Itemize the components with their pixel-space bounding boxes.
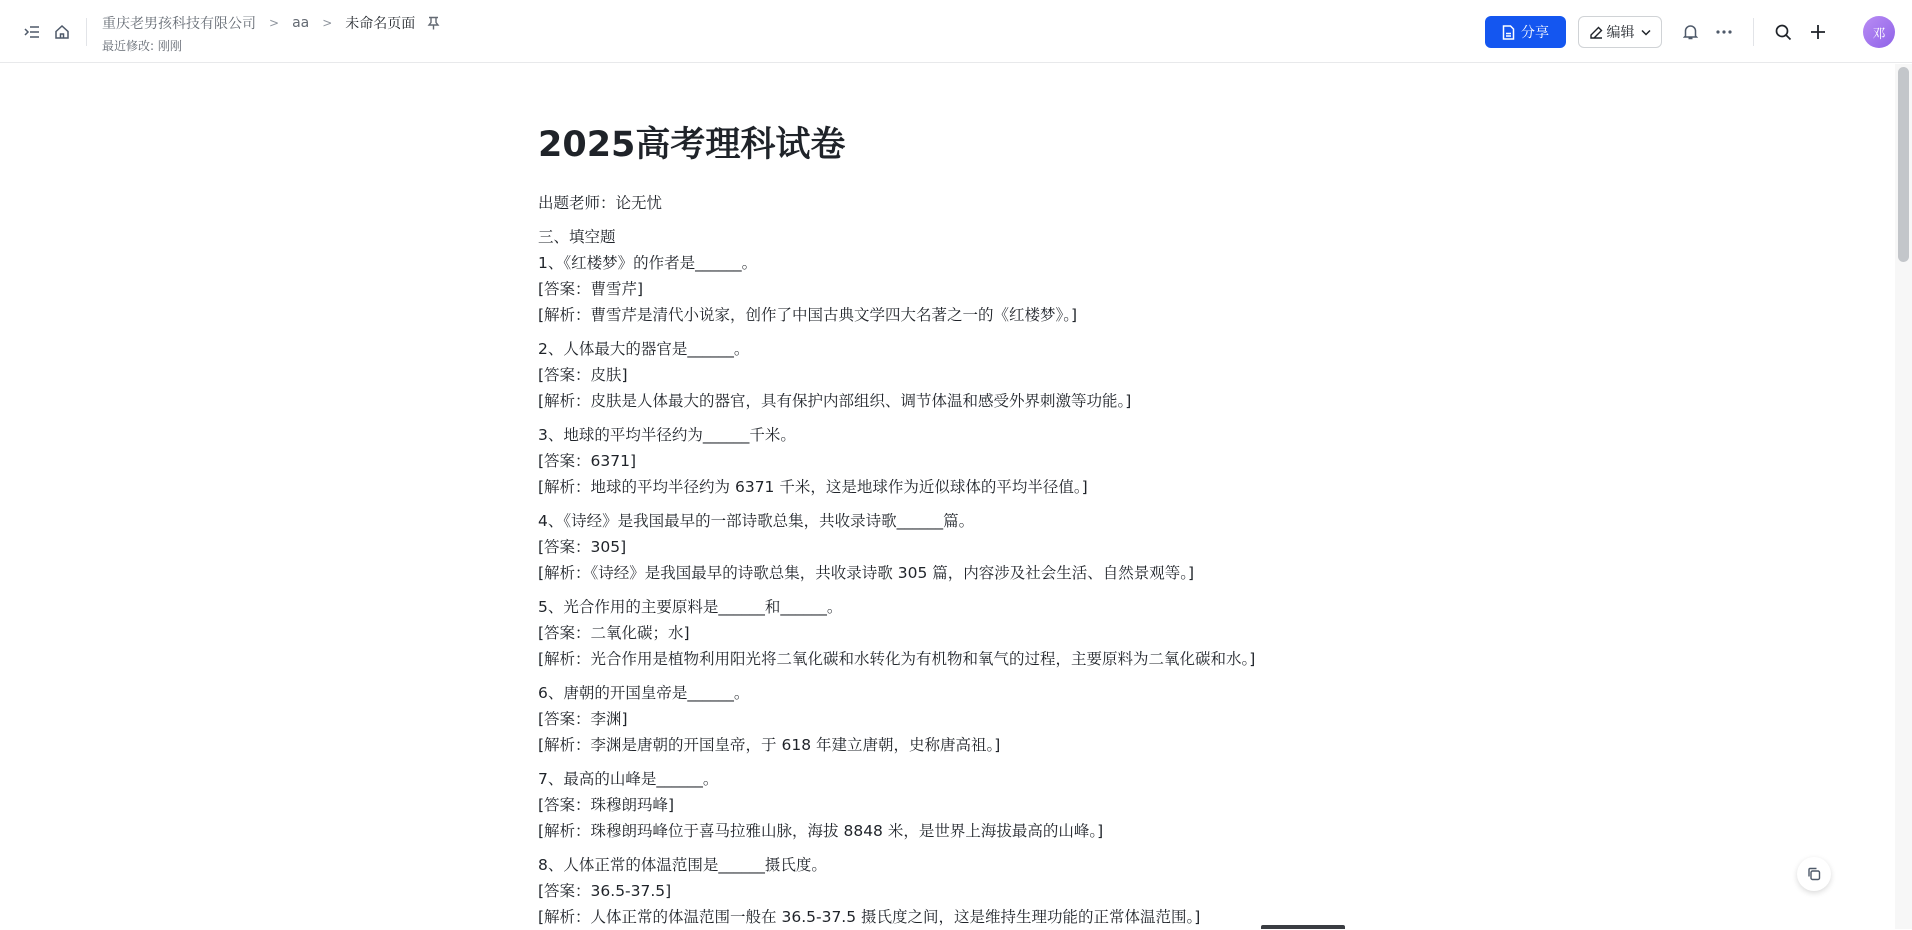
breadcrumb bbox=[102, 13, 440, 33]
edit-button[interactable] bbox=[1578, 16, 1662, 48]
question-text: 8、人体正常的体温范围是______摄氏度。 bbox=[538, 856, 827, 874]
answer-text: [答案：36.5-37.5] bbox=[538, 882, 672, 900]
explanation-text: [解析：李渊是唐朝的开国皇帝，于 618 年建立唐朝，史称唐高祖。] bbox=[538, 736, 1001, 754]
question-item bbox=[538, 680, 1438, 758]
question-text: 4、《诗经》是我国最早的一部诗歌总集，共收录诗歌______篇。 bbox=[538, 512, 975, 530]
question-text: 2、人体最大的器官是______。 bbox=[538, 340, 750, 358]
question-item bbox=[538, 766, 1438, 844]
explanation-text: [解析：光合作用是植物利用阳光将二氧化碳和水转化为有机物和氧气的过程，主要原料为二氧化碳和水。] bbox=[538, 650, 1256, 668]
question-text: 6、唐朝的开国皇帝是______。 bbox=[538, 684, 750, 702]
explanation-text: [解析：地球的平均半径约为 6371 千米，这是地球作为近似球体的平均半径值。] bbox=[538, 478, 1088, 496]
answer-text: [答案：305] bbox=[538, 538, 627, 556]
explanation-text: [解析：《诗经》是我国最早的诗歌总集，共收录诗歌 305 篇，内容涉及社会生活、自然景观等。] bbox=[538, 564, 1195, 582]
scrollbar-thumb[interactable] bbox=[1898, 67, 1909, 262]
more-icon[interactable] bbox=[1714, 22, 1734, 42]
question-text: 7、最高的山峰是______。 bbox=[538, 770, 719, 788]
bottom-tooltip-edge bbox=[1261, 925, 1345, 929]
author-line: 出题老师：论无忧 bbox=[538, 194, 663, 212]
sidebar-toggle-icon[interactable] bbox=[22, 22, 42, 42]
explanation-text: [解析：皮肤是人体最大的器官，具有保护内部组织、调节体温和感受外界刺激等功能。] bbox=[538, 392, 1132, 410]
question-item bbox=[538, 250, 1438, 328]
question-item bbox=[538, 508, 1438, 586]
share-button[interactable] bbox=[1485, 16, 1566, 48]
pencil-icon bbox=[1590, 26, 1603, 39]
question-item bbox=[538, 594, 1438, 672]
explanation-text: [解析：人体正常的体温范围一般在 36.5-37.5 摄氏度之间，这是维持生理功能的正常体温范围。] bbox=[538, 908, 1201, 926]
chevron-down-icon bbox=[1641, 29, 1651, 36]
avatar[interactable]: 邓 bbox=[1863, 16, 1895, 48]
top-bar bbox=[0, 0, 1912, 63]
answer-text: [答案：二氧化碳；水] bbox=[538, 624, 690, 642]
answer-text: [答案：曹雪芹] bbox=[538, 280, 644, 298]
breadcrumb-company[interactable]: 重庆老男孩科技有限公司 bbox=[102, 16, 256, 32]
page-title: 2025高考理科试卷 bbox=[538, 125, 846, 165]
search-icon[interactable] bbox=[1773, 22, 1793, 42]
question-list bbox=[538, 250, 1438, 930]
breadcrumb-aa[interactable]: aa bbox=[292, 15, 310, 31]
section-heading: 三、填空题 bbox=[538, 228, 616, 246]
answer-text: [答案：6371] bbox=[538, 452, 637, 470]
answer-text: [答案：珠穆朗玛峰] bbox=[538, 796, 675, 814]
explanation-text: [解析：曹雪芹是清代小说家，创作了中国古典文学四大名著之一的《红楼梦》。] bbox=[538, 306, 1078, 324]
answer-text: [答案：李渊] bbox=[538, 710, 628, 728]
plus-icon[interactable] bbox=[1808, 22, 1828, 42]
question-item bbox=[538, 422, 1438, 500]
breadcrumb-current-page[interactable]: 未命名页面 bbox=[345, 16, 416, 32]
question-text: 1、《红楼梦》的作者是______。 bbox=[538, 254, 758, 272]
question-item bbox=[538, 336, 1438, 414]
answer-text: [答案：皮肤] bbox=[538, 366, 628, 384]
chevron-right-icon: > bbox=[269, 16, 280, 30]
home-icon[interactable] bbox=[52, 22, 72, 42]
document-content bbox=[538, 64, 1438, 930]
bell-icon[interactable] bbox=[1680, 22, 1700, 42]
pin-icon[interactable] bbox=[427, 16, 440, 30]
question-text: 5、光合作用的主要原料是______和______。 bbox=[538, 598, 843, 616]
copy-icon[interactable] bbox=[1797, 857, 1831, 891]
divider bbox=[86, 18, 87, 46]
chevron-right-icon: > bbox=[322, 16, 333, 30]
question-text: 3、地球的平均半径约为______千米。 bbox=[538, 426, 796, 444]
share-label: 分享 bbox=[1521, 25, 1549, 41]
last-modified: 最近修改: 刚刚 bbox=[102, 39, 182, 53]
explanation-text: [解析：珠穆朗玛峰位于喜马拉雅山脉，海拔 8848 米，是世界上海拔最高的山峰。] bbox=[538, 822, 1104, 840]
edit-label: 编辑 bbox=[1606, 25, 1635, 41]
question-item bbox=[538, 852, 1438, 930]
divider bbox=[1753, 18, 1754, 46]
document-icon bbox=[1502, 25, 1515, 40]
